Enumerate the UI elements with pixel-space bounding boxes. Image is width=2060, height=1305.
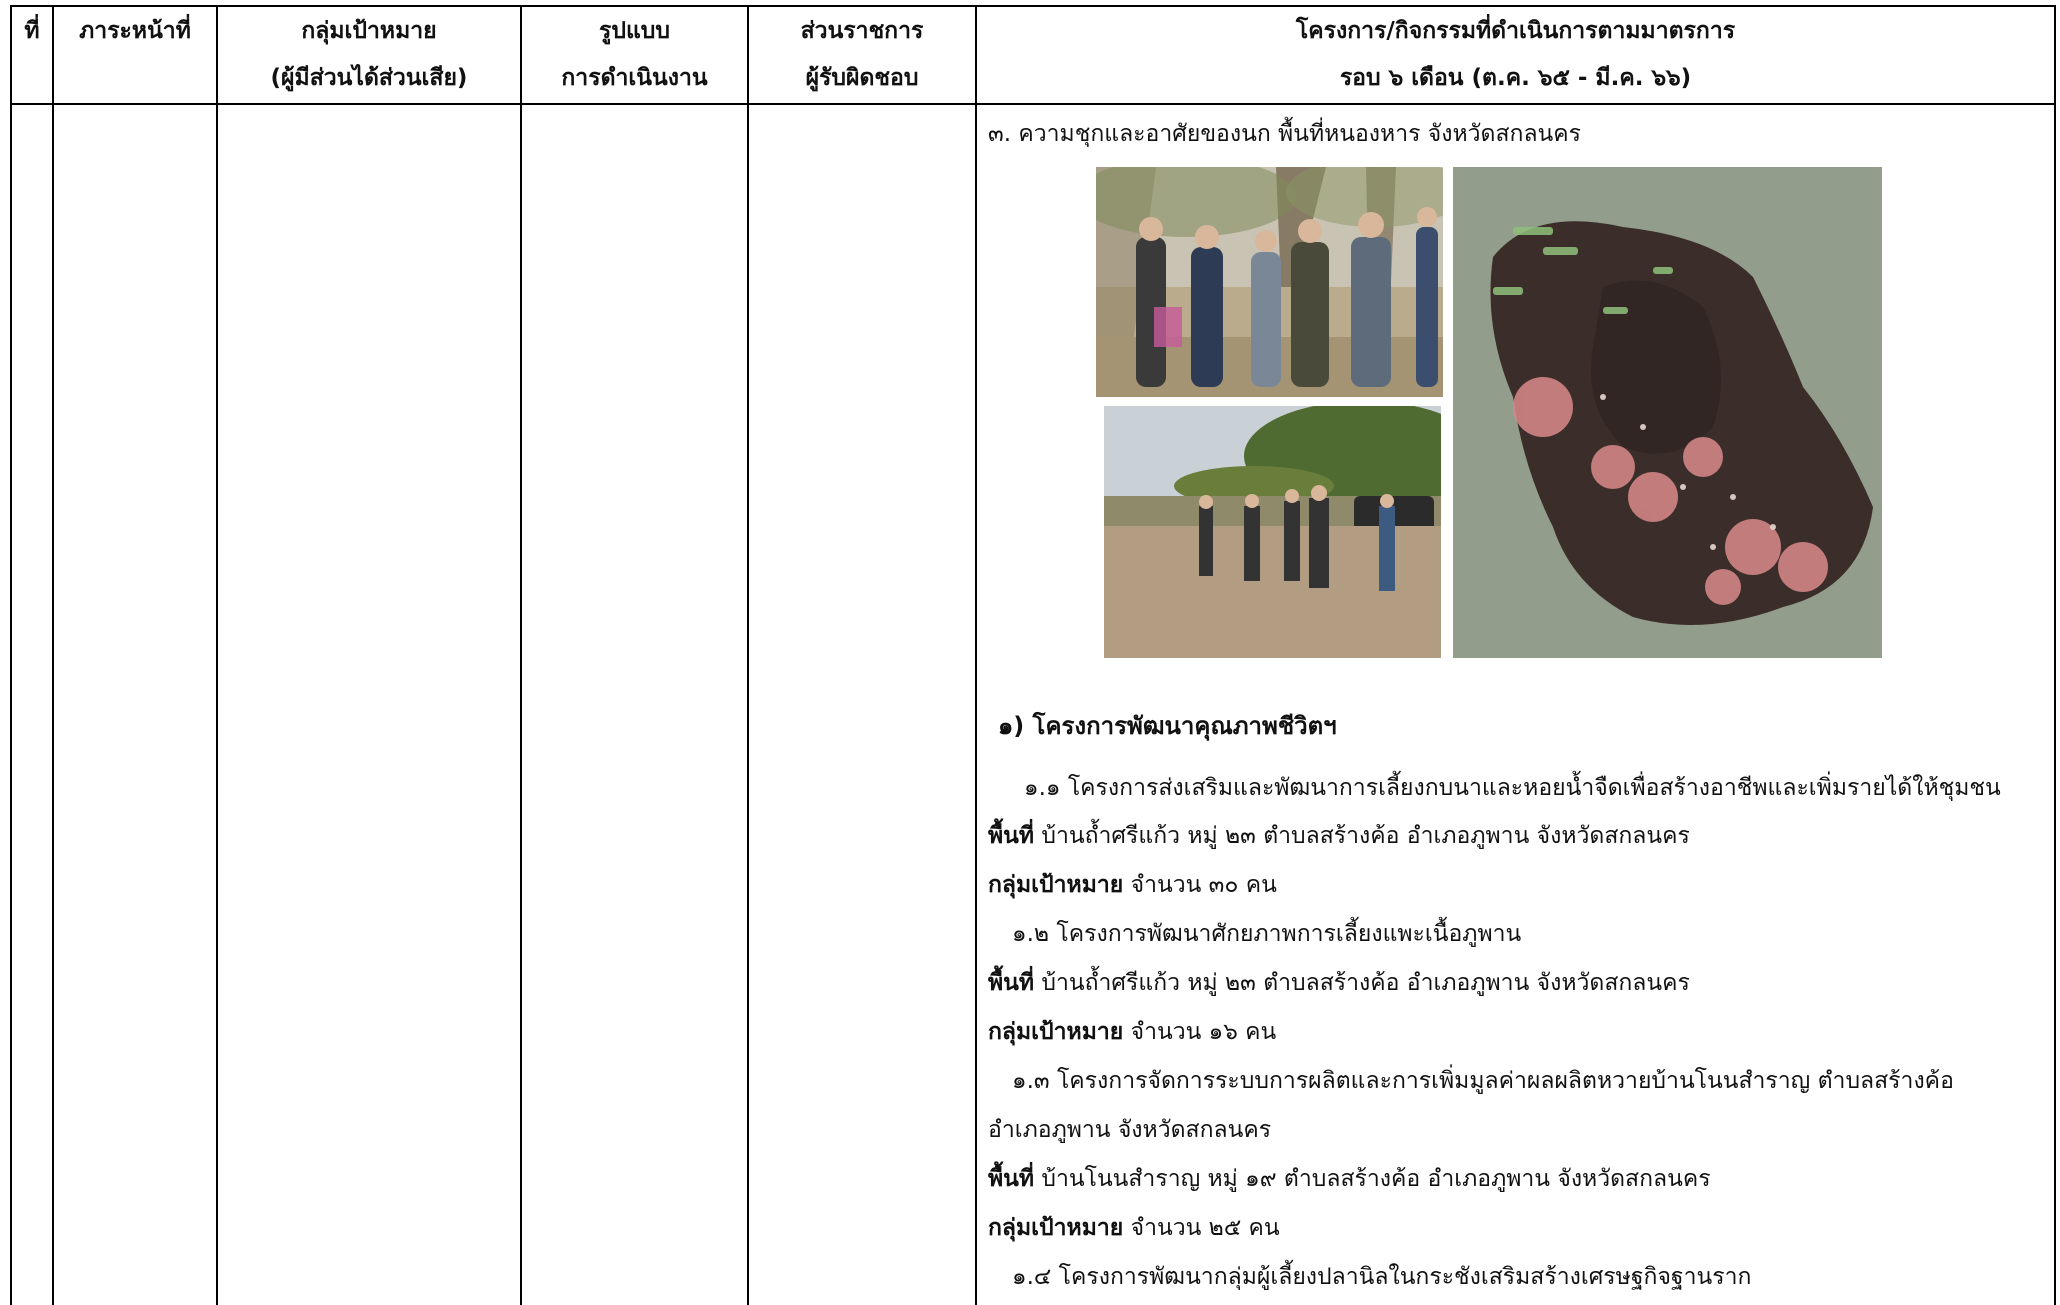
project-1-3-title-cont: อำเภอภูพาน จังหวัดสกลนคร: [988, 1117, 1272, 1143]
area-value: บ้านโนนสำราญ หมู่ ๑๙ ตำบลสร้างค้อ อำเภอภูพาน จังหวัดสกลนคร: [1034, 1166, 1711, 1192]
column-divider: [975, 5, 977, 1305]
project-1-2-title: ๑.๒ โครงการพัฒนาศักยภาพการเลี้ยงแพะเนื้อภูพาน: [1012, 921, 1522, 947]
header-cell-duty: [54, 8, 216, 102]
header-cell-target: [218, 8, 520, 102]
column-divider: [520, 5, 522, 1305]
project-1-1-title: ๑.๑ โครงการส่งเสริมและพัฒนาการเลี้ยงกบนาและหอยน้ำจืดเพื่อสร้างอาชีพและเพิ่มรายได้ให้ชุมชน: [1024, 775, 2001, 801]
project-1-2-area: [988, 965, 1690, 1001]
column-divider: [52, 5, 54, 1305]
project-1-2-target: [988, 1014, 1276, 1050]
header-projects-line2: รอบ ๖ เดือน (ต.ค. ๖๕ - มี.ค. ๖๖): [1339, 65, 1692, 91]
project-1-1-target: [988, 867, 1277, 903]
header-cell-projects: [977, 8, 2054, 102]
project-1-3-area: [988, 1161, 1711, 1197]
nong-han-bird-map: [1453, 167, 1882, 658]
project-1-1-area: [988, 818, 1690, 854]
area-label: พื้นที่: [988, 970, 1035, 996]
item-3-text: ๓. ความชุกและอาศัยของนก พื้นที่หนองหาร จังหวัดสกลนคร: [988, 121, 1582, 147]
header-cell-agency: [749, 8, 975, 102]
header-target-line2: (ผู้มีส่วนได้ส่วนเสีย): [270, 65, 468, 91]
header-format-line2: การดำเนินงาน: [561, 65, 708, 91]
area-value: บ้านถ้ำศรีแก้ว หมู่ ๒๓ ตำบลสร้างค้อ อำเภอภูพาน จังหวัดสกลนคร: [1034, 823, 1690, 849]
birdwatchers-forest-photo: [1096, 167, 1443, 397]
target-value: จำนวน ๑๖ คน: [1123, 1019, 1277, 1045]
column-divider: [747, 5, 749, 1305]
header-target-line1: กลุ่มเป้าหมาย: [301, 18, 437, 44]
header-cell-format: [522, 8, 747, 102]
target-label: กลุ่มเป้าหมาย: [988, 872, 1124, 898]
project-1-4-title: ๑.๔ โครงการพัฒนากลุ่มผู้เลี้ยงปลานิลในกระชังเสริมสร้างเศรษฐกิจฐานราก: [1012, 1264, 1752, 1290]
header-projects-line1: โครงการ/กิจกรรมที่ดำเนินการตามมาตรการ: [1295, 18, 1736, 44]
project-1-3-title: ๑.๓ โครงการจัดการระบบการผลิตและการเพิ่มมูลค่าผลผลิตหวายบ้านโนนสำราญ ตำบลสร้างค้อ: [1012, 1068, 1954, 1094]
area-value: บ้านถ้ำศรีแก้ว หมู่ ๒๓ ตำบลสร้างค้อ อำเภอภูพาน จังหวัดสกลนคร: [1034, 970, 1690, 996]
area-label: พื้นที่: [988, 1166, 1035, 1192]
header-agency-line2: ผู้รับผิดชอบ: [805, 65, 919, 91]
header-format-line1: รูปแบบ: [599, 18, 670, 44]
project-1-3-target: [988, 1210, 1280, 1246]
target-label: กลุ่มเป้าหมาย: [988, 1215, 1124, 1241]
target-value: จำนวน ๒๕ คน: [1123, 1215, 1280, 1241]
birdwatching-scopes-photo: [1104, 406, 1441, 658]
header-agency-line1: ส่วนราชการ: [800, 18, 924, 44]
header-duty: ภาระหน้าที่: [79, 18, 191, 44]
column-divider: [216, 5, 218, 1305]
header-no: ที่: [24, 18, 40, 44]
area-label: พื้นที่: [988, 823, 1035, 849]
header-cell-no: [12, 8, 52, 102]
target-value: จำนวน ๓๐ คน: [1123, 872, 1277, 898]
target-label: กลุ่มเป้าหมาย: [988, 1019, 1124, 1045]
header-divider: [10, 103, 2056, 105]
project-title: ๑) โครงการพัฒนาคุณภาพชีวิตฯ: [998, 712, 1337, 740]
